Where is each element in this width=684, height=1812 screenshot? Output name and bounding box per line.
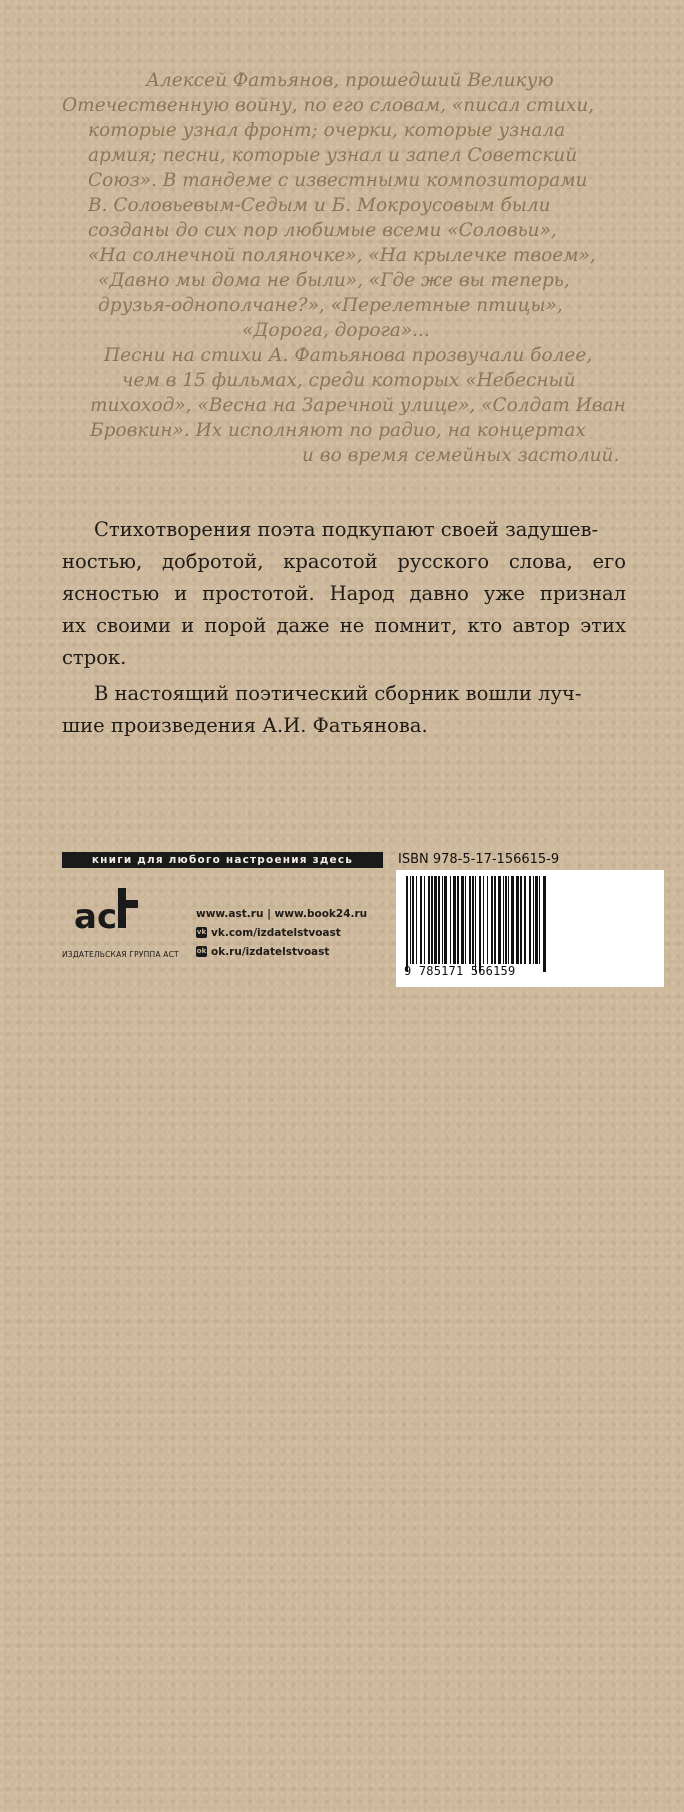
description-line: В настоящий поэтический сборник вошли луч- (94, 682, 582, 705)
ok-link-text: ok.ru/izdatelstvoast (211, 945, 330, 958)
barcode-bar (457, 876, 459, 964)
barcode-bar (431, 876, 433, 964)
barcode-bar (416, 876, 417, 964)
vk-link-text: vk.com/izdatelstvoast (211, 926, 341, 939)
description-line: ясностью и простотой. Народ давно уже признал (62, 582, 626, 605)
isbn: ISBN 978-5-17-156615-9 (398, 852, 560, 867)
barcode-bar (524, 876, 526, 964)
annotation-line: и во время семейных застолий. (302, 445, 620, 466)
annotation-line: которые узнал фронт; очерки, которые узнала (88, 120, 566, 141)
barcode-bar (543, 876, 546, 972)
logo-text: ас (74, 897, 118, 937)
barcode-bar (503, 876, 504, 964)
description-line: их своими и порой даже не помнит, кто автор этих (62, 614, 626, 637)
barcode-bar (498, 876, 501, 964)
description-line: ностью, добротой, красотой русского слова, его (62, 550, 626, 573)
barcode-bar (511, 876, 514, 964)
barcode-bar (469, 876, 471, 964)
barcode-bar (424, 876, 425, 964)
description-line: шие произведения А.И. Фатьянова. (62, 714, 428, 737)
barcode-bar (434, 876, 437, 964)
annotation-line: Бровкин». Их исполняют по радио, на концертах (90, 420, 586, 441)
barcode-bar (535, 876, 538, 964)
barcode-bar (410, 876, 411, 964)
barcode-bar (483, 876, 484, 964)
annotation-line: чем в 15 фильмах, среди которых «Небесный (122, 370, 576, 391)
barcode-bar (487, 876, 488, 964)
annotation-line: «Давно мы дома не были», «Где же вы теперь, (98, 270, 570, 291)
annotation-line: В. Соловьевым-Седым и Б. Мокроусовым были (88, 195, 551, 216)
ast-logo (72, 884, 156, 940)
barcode-bar (472, 876, 474, 964)
annotation-line: созданы до сих пор любимые всеми «Соловьи», (88, 220, 557, 241)
barcode-bar (442, 876, 443, 964)
barcode-bar (461, 876, 464, 964)
ok-link[interactable] (196, 942, 367, 961)
barcode-bar (438, 876, 440, 964)
annotation-line: армия; песни, которые узнал и запел Советский (88, 145, 578, 166)
barcode-bar (465, 876, 466, 964)
ok-icon: ok (196, 947, 207, 955)
annotation-block (62, 68, 626, 468)
description-line: Стихотворения поэта подкупают своей задушев- (94, 518, 599, 541)
barcode-bar (491, 876, 493, 964)
barcode-bar (450, 876, 451, 964)
barcode-bar (539, 876, 540, 964)
barcode (404, 874, 550, 978)
barcode-bar (420, 876, 422, 964)
annotation-line: Союз». В тандеме с известными композиторами (88, 170, 588, 191)
barcode-bar (505, 876, 507, 964)
barcode-bar (520, 876, 522, 964)
barcode-bar (453, 876, 456, 964)
description-block (62, 514, 626, 742)
annotation-line: «На солнечной поляночке», «На крылечке твоем», (88, 245, 596, 266)
annotation-line: друзья-однополчане?», «Перелетные птицы», (98, 295, 563, 316)
publisher-tagline: книги для любого настроения здесь (62, 852, 383, 868)
barcode-bar (406, 876, 408, 972)
description-line: строк. (62, 646, 127, 669)
barcode-bar (428, 876, 430, 964)
barcode-bar (494, 876, 496, 964)
annotation-line: Отечественную войну, по его словам, «писал стихи, (62, 95, 595, 116)
barcode-digits: 9 785171 566159 (404, 964, 516, 978)
vk-link[interactable] (196, 923, 367, 942)
publisher-name: ИЗДАТЕЛЬСКАЯ ГРУППА АСТ (62, 950, 179, 959)
annotation-line: Песни на стихи А. Фатьянова прозвучали более, (104, 345, 593, 366)
website-links[interactable]: www.ast.ru | www.book24.ru (196, 907, 368, 920)
logo-cross-mark (118, 888, 138, 928)
barcode-bar (475, 876, 476, 972)
annotation-line: Алексей Фатьянов, прошедший Великую (146, 70, 554, 91)
barcode-bar (516, 876, 519, 964)
vk-icon: vk (196, 928, 207, 936)
barcode-bar (529, 876, 531, 964)
annotation-line: тихоход», «Весна на Заречной улице», «Солдат Иван (90, 395, 626, 416)
barcode-area (396, 870, 664, 987)
barcode-bar (508, 876, 509, 964)
barcode-bar (412, 876, 414, 964)
annotation-line: «Дорога, дорога»... (242, 320, 430, 341)
barcode-bar (444, 876, 447, 964)
barcode-bar (533, 876, 534, 964)
publisher-links (196, 904, 367, 961)
barcode-bar (479, 876, 481, 972)
